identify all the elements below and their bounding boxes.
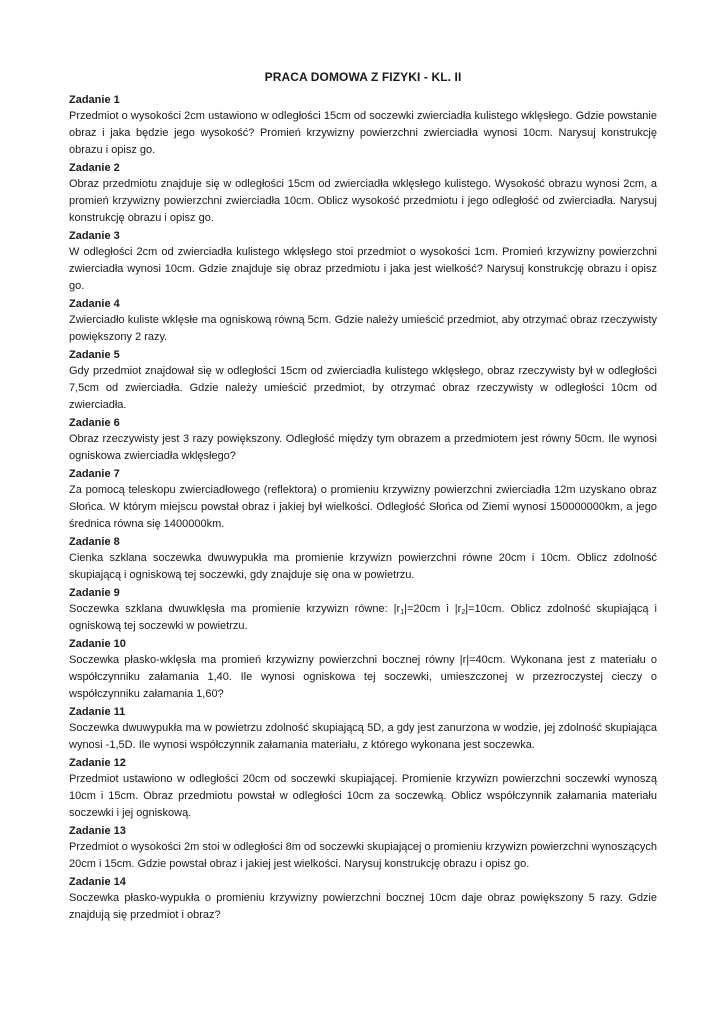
task-heading: Zadanie 12 — [69, 757, 126, 769]
task-2 — [69, 160, 657, 227]
task-heading: Zadanie 5 — [69, 349, 120, 361]
task-heading: Zadanie 13 — [69, 825, 126, 837]
task-text: Za pomocą teleskopu zwierciadłowego (reflektora) o promieniu krzywizny powierzchni zwierciadła 12m uzyskano obraz Słońca. W którym miejscu powstał obraz i jakiej był wielkości. Odległość Słońca od Ziemi wynosi 150000000km, a jego średnica równa się 1400000km. — [69, 484, 657, 530]
task-1 — [69, 92, 657, 159]
task-9 — [69, 585, 657, 635]
task-6 — [69, 415, 657, 465]
subscript: 1 — [400, 609, 405, 616]
task-text: Zwierciadło kuliste wklęsłe ma ogniskową równą 5cm. Gdzie należy umieścić przedmiot, aby otrzymać obraz rzeczywisty powiększony 2 razy. — [69, 314, 657, 343]
task-heading: Zadanie 1 — [69, 94, 120, 106]
task-7 — [69, 466, 657, 533]
document-title: PRACA DOMOWA Z FIZYKI - KL. II — [264, 70, 462, 84]
task-3 — [69, 228, 657, 295]
task-text: W odległości 2cm od zwierciadła kulistego wklęsłego stoi przedmiot o wysokości 1cm. Promień krzywizny powierzchni zwierciadła wynosi 10cm. Gdzie znajduje się obraz przedmiotu i jaka jest wielkość? Narysuj konstrukcję obrazu i opisz go. — [69, 246, 657, 292]
task-text: Gdy przedmiot znajdował się w odległości 15cm od zwierciadła kulistego wklęsłego, obraz rzeczywisty był w odległości 7,5cm od zwierciadła. Gdzie należy umieścić przedmiot, by otrzymać obraz rzeczywisty w odległości 10cm od zwierciadła. — [69, 365, 657, 411]
task-heading: Zadanie 11 — [69, 706, 126, 718]
task-10 — [69, 636, 657, 703]
task-text: Soczewka dwuwypukła ma w powietrzu zdolność skupiającą 5D, a gdy jest zanurzona w wodzie, jej zdolność skupiająca wynosi -1,5D. Ile wynosi współczynnik załamania materiału, z którego wykonana jest soczewka. — [69, 722, 657, 751]
task-text: Soczewka płasko-wypukła o promieniu krzywizny powierzchni bocznej 10cm daje obraz powiększony 5 razy. Gdzie znajdują się przedmiot i obraz? — [69, 892, 657, 921]
task-heading: Zadanie 4 — [69, 298, 120, 310]
task-4 — [69, 296, 657, 346]
task-heading: Zadanie 7 — [69, 468, 120, 480]
task-text: Cienka szklana soczewka dwuwypukła ma promienie krzywizn powierzchni równe 20cm i 10cm. Oblicz zdolność skupiającą i ogniskową tej soczewki, gdy znajduje się ona w powietrzu. — [69, 552, 657, 581]
task-heading: Zadanie 6 — [69, 417, 120, 429]
task-8 — [69, 534, 657, 584]
task-text: Obraz rzeczywisty jest 3 razy powiększony. Odległość między tym obrazem a przedmiotem jest równy 50cm. Ile wynosi ogniskowa zwierciadła wklęsłego? — [69, 433, 657, 462]
task-text: Przedmiot o wysokości 2cm ustawiono w odległości 15cm od soczewki zwierciadła kulistego wklęsłego. Gdzie powstanie obraz i jaka będzie jego wysokość? Promień krzywizny powierzchni zwierciadła wynosi 10cm. Narysuj konstrukcję obrazu i opisz go. — [69, 110, 657, 156]
task-text-part: Soczewka szklana dwuwklęsła ma promienie krzywizn równe: |r — [69, 603, 401, 615]
task-14 — [69, 874, 657, 924]
subscript: 2 — [461, 609, 466, 616]
task-5 — [69, 347, 657, 414]
task-heading: Zadanie 2 — [69, 162, 120, 174]
task-text-part: |=20cm i |r — [404, 603, 462, 615]
task-heading: Zadanie 8 — [69, 536, 120, 548]
task-heading: Zadanie 9 — [69, 587, 120, 599]
task-heading: Zadanie 14 — [69, 876, 126, 888]
task-11 — [69, 704, 657, 754]
task-12 — [69, 755, 657, 822]
task-13 — [69, 823, 657, 873]
task-text-part: |=10cm. Oblicz zdolność skupiającą i ogniskową tej soczewki w powietrzu. — [69, 603, 657, 632]
task-text — [69, 601, 657, 635]
task-heading: Zadanie 10 — [69, 638, 126, 650]
task-text: Obraz przedmiotu znajduje się w odległości 15cm od zwierciadła wklęsłego kulistego. Wysokość obrazu wynosi 2cm, a promień krzywizny powierzchni zwierciadła 10cm. Oblicz wysokość przedmiotu i jego odległość od zwierciadła. Narysuj konstrukcję obrazu i opisz go. — [69, 178, 657, 224]
task-text: Przedmiot ustawiono w odległości 20cm od soczewki skupiającej. Promienie krzywizn powierzchni soczewki wynoszą 10cm i 15cm. Obraz przedmiotu powstał w odległości 10cm za soczewką. Oblicz współczynnik załamania materiału soczewki i jej ogniskową. — [69, 773, 657, 819]
task-text: Przedmiot o wysokości 2m stoi w odległości 8m od soczewki skupiającej o promieniu krzywizn powierzchni wynoszących 20cm i 15cm. Gdzie powstał obraz i jakiej jest wielkości. Narysuj konstrukcję obrazu i opisz go. — [69, 841, 657, 870]
task-text: Soczewka płasko-wklęsła ma promień krzywizny powierzchni bocznej równy |r|=40cm. Wykonana jest z materiału o współczynniku załamania 1,40. Ile wynosi ogniskowa tej soczewki, umieszczonej w przezroczystej cieczy o współczynniku załamania 1,60? — [69, 654, 657, 700]
task-heading: Zadanie 3 — [69, 230, 120, 242]
